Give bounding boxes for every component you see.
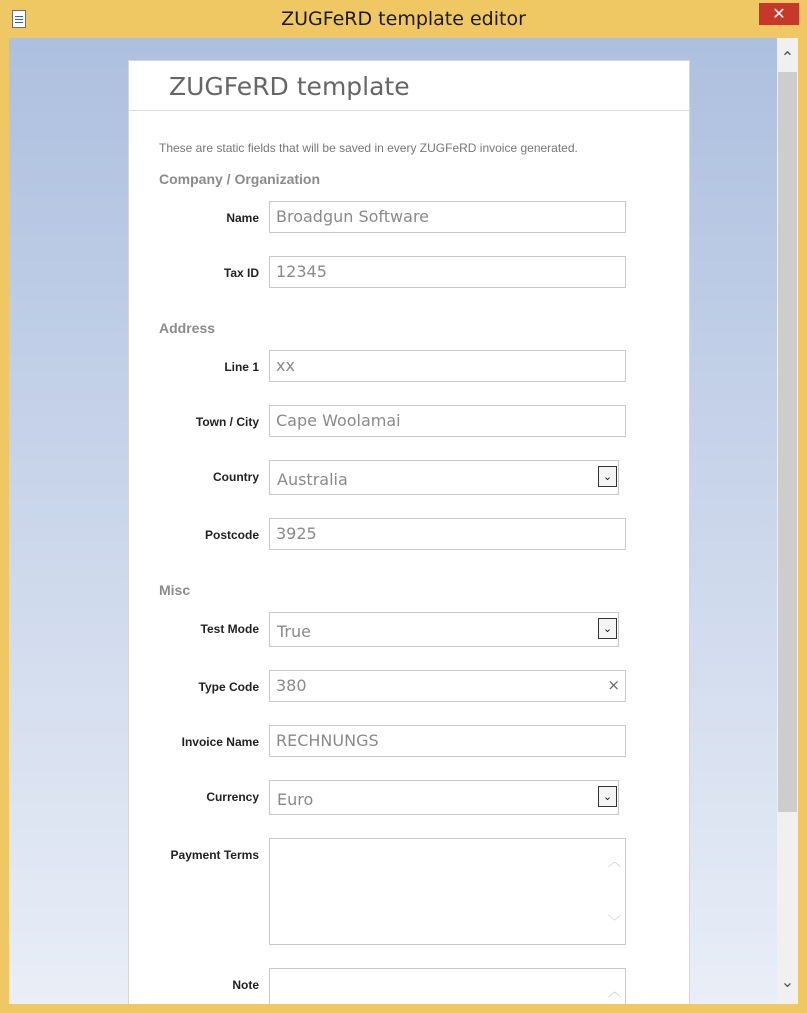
type-code-label: Type Code (198, 680, 259, 694)
section-company: Company / Organization (159, 171, 321, 187)
country-value: Australia (277, 470, 348, 489)
name-field[interactable]: Broadgun Software (269, 201, 626, 233)
window-border-bottom (0, 1004, 807, 1013)
test-mode-select[interactable] (269, 612, 619, 647)
line1-field[interactable]: xx (269, 350, 626, 382)
note-label: Note (232, 978, 259, 992)
currency-value: Euro (277, 790, 314, 809)
test-mode-value: True (277, 622, 311, 641)
intro-text: These are static fields that will be saved in every ZUGFeRD invoice generated. (159, 141, 578, 155)
vertical-scrollbar[interactable] (777, 38, 798, 1004)
clear-icon[interactable]: × (607, 676, 620, 694)
town-field[interactable]: Cape Woolamai (269, 405, 626, 437)
tax-id-label: Tax ID (223, 266, 259, 280)
window-border-right (798, 38, 807, 1013)
tax-id-field[interactable]: 12345 (269, 256, 626, 288)
chevron-down-icon[interactable]: ⌄ (598, 466, 617, 487)
close-button[interactable]: ✕ (759, 3, 799, 25)
client-area (9, 38, 777, 1004)
currency-select[interactable] (269, 780, 619, 815)
name-label: Name (226, 211, 259, 225)
town-label: Town / City (195, 415, 259, 429)
country-select[interactable] (269, 460, 619, 495)
section-misc: Misc (159, 582, 191, 598)
template-card (128, 60, 690, 1004)
title-bar (0, 0, 807, 38)
card-header (129, 61, 689, 111)
scroll-thumb[interactable] (778, 72, 797, 812)
scroll-down-icon[interactable]: ﹀ (607, 915, 621, 930)
window-title: ZUGFeRD template editor (281, 8, 526, 30)
chevron-down-icon[interactable]: ⌄ (598, 786, 617, 807)
currency-label: Currency (206, 790, 259, 804)
line1-label: Line 1 (224, 360, 259, 374)
scroll-up-icon[interactable]: ︿ (607, 985, 621, 1000)
scroll-up-icon[interactable]: ⌃ (780, 48, 795, 67)
card-title: ZUGFeRD template (169, 72, 410, 101)
payment-terms-label: Payment Terms (170, 848, 259, 862)
invoice-name-field[interactable]: RECHNUNGS (269, 725, 626, 757)
test-mode-label: Test Mode (200, 622, 259, 636)
payment-terms-textarea[interactable] (269, 838, 626, 945)
type-code-value: 380 (276, 676, 307, 695)
invoice-name-label: Invoice Name (181, 735, 259, 749)
scroll-up-icon[interactable]: ︿ (607, 855, 621, 870)
section-address: Address (159, 320, 216, 336)
type-code-field[interactable] (269, 670, 626, 702)
note-textarea[interactable] (269, 968, 626, 1004)
postcode-label: Postcode (204, 528, 259, 542)
postcode-field[interactable]: 3925 (269, 518, 626, 550)
scroll-down-icon[interactable]: ⌄ (780, 972, 795, 991)
country-label: Country (213, 470, 259, 484)
chevron-down-icon[interactable]: ⌄ (598, 618, 617, 639)
